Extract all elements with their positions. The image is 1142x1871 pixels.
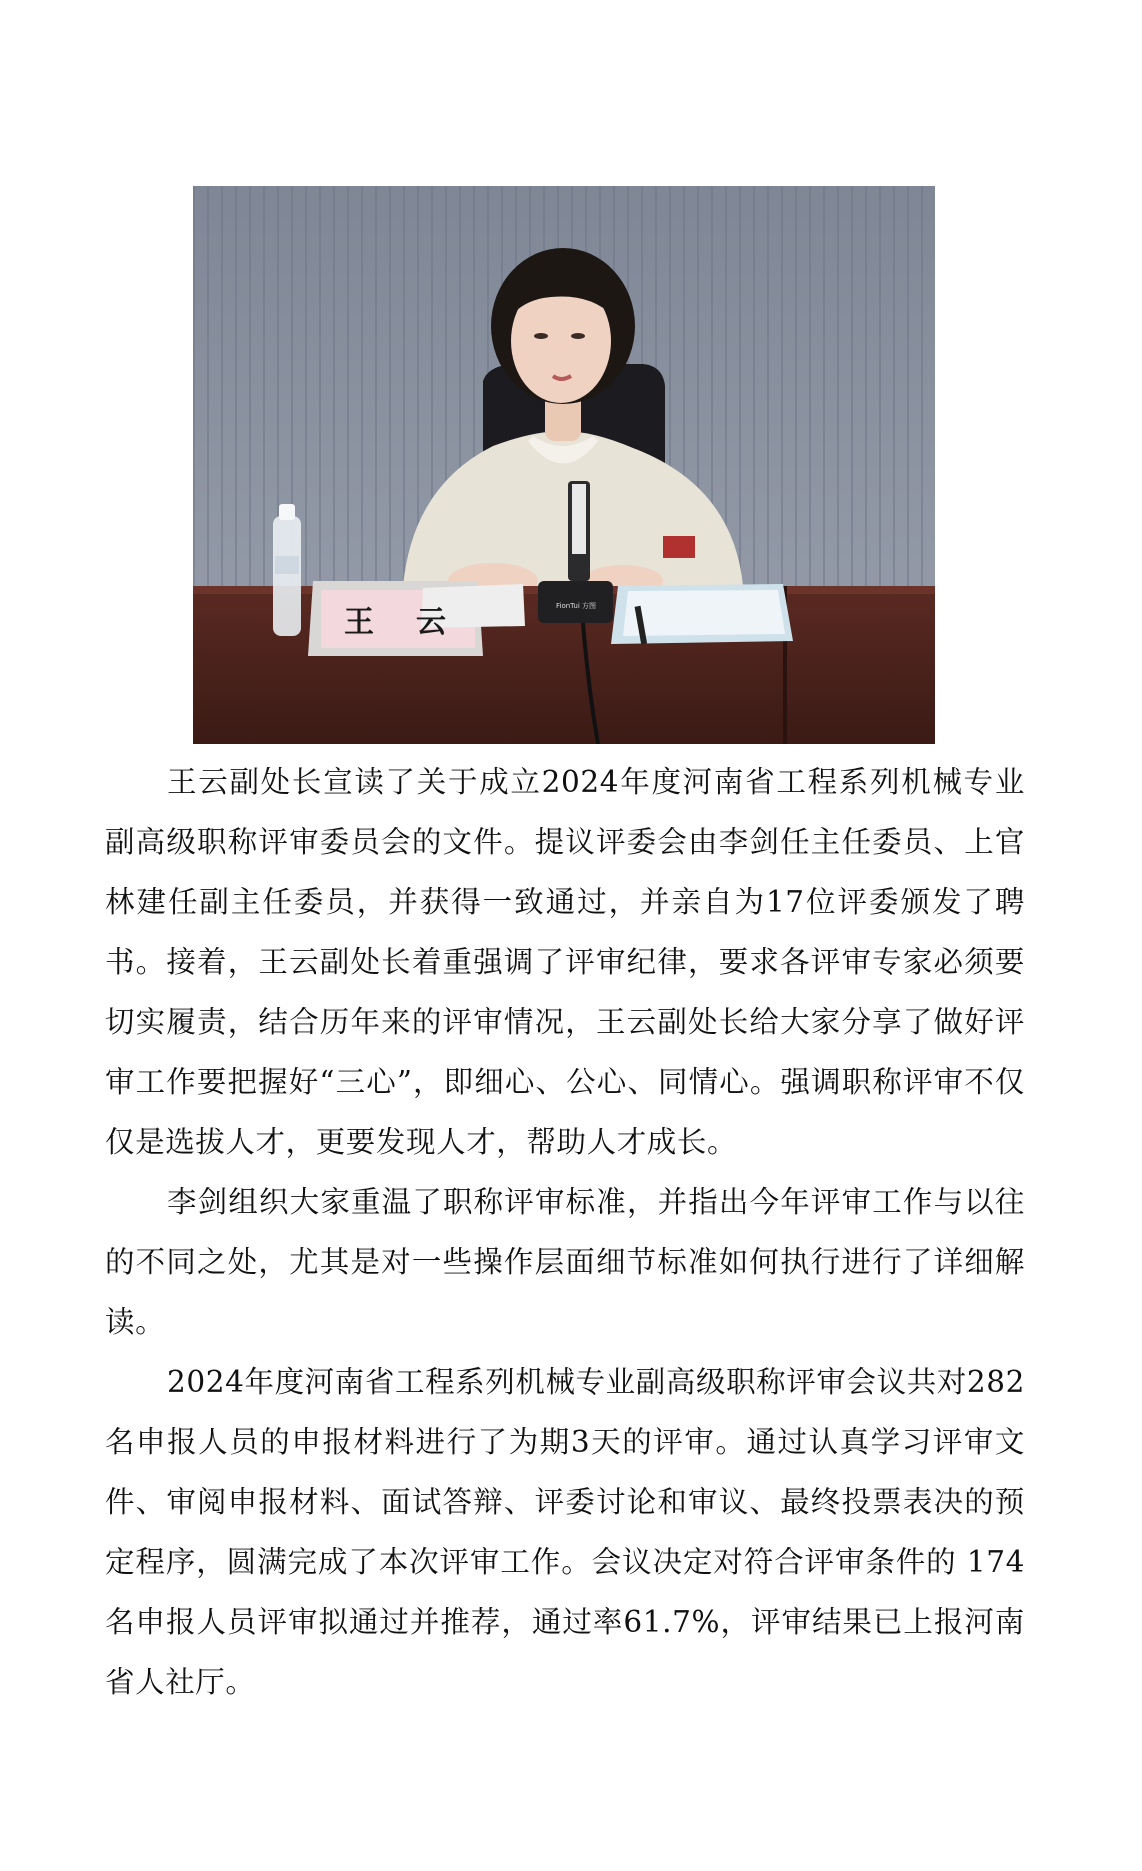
meeting-photo bbox=[193, 186, 935, 744]
nameplate: 王 云 bbox=[344, 605, 452, 640]
paragraph-1: 王云副处长宣读了关于成立2024年度河南省工程系列机械专业副高级职称评审委员会的文件。提议评委会由李剑任主任委员、上官林建任副主任委员，并获得一致通过，并亲自为17位评委颁发了聘书。接着，王云副处长着重强调了评审纪律，要求各评审专家必须要切实履责，结合历年来的评审情况，王云副处长给大家分享了做好评审工作要把握好“三心”，即细心、公心、同情心。强调职称评审不仅仅是选拔人才，更要发现人才，帮助人才成长。 bbox=[105, 765, 1025, 1159]
paragraph-3: 2024年度河南省工程系列机械专业副高级职称评审会议共对282名申报人员的申报材料进行了为期3天的评审。通过认真学习评审文件、审阅申报材料、面试答辩、评委讨论和审议、最终投票表决的预定程序，圆满完成了本次评审工作。会议决定对符合评审条件的 174名申报人员评审拟通过并推荐，通过率61.7%，评审结果已上报河南省人社厅。 bbox=[105, 1365, 1025, 1699]
paragraph-2: 李剑组织大家重温了职称评审标准，并指出今年评审工作与以往的不同之处，尤其是对一些操作层面细节标准如何执行进行了详细解读。 bbox=[105, 1185, 1025, 1339]
microphone-brand-label: FionTui 方图 bbox=[555, 602, 596, 610]
article-body bbox=[105, 752, 1025, 1712]
